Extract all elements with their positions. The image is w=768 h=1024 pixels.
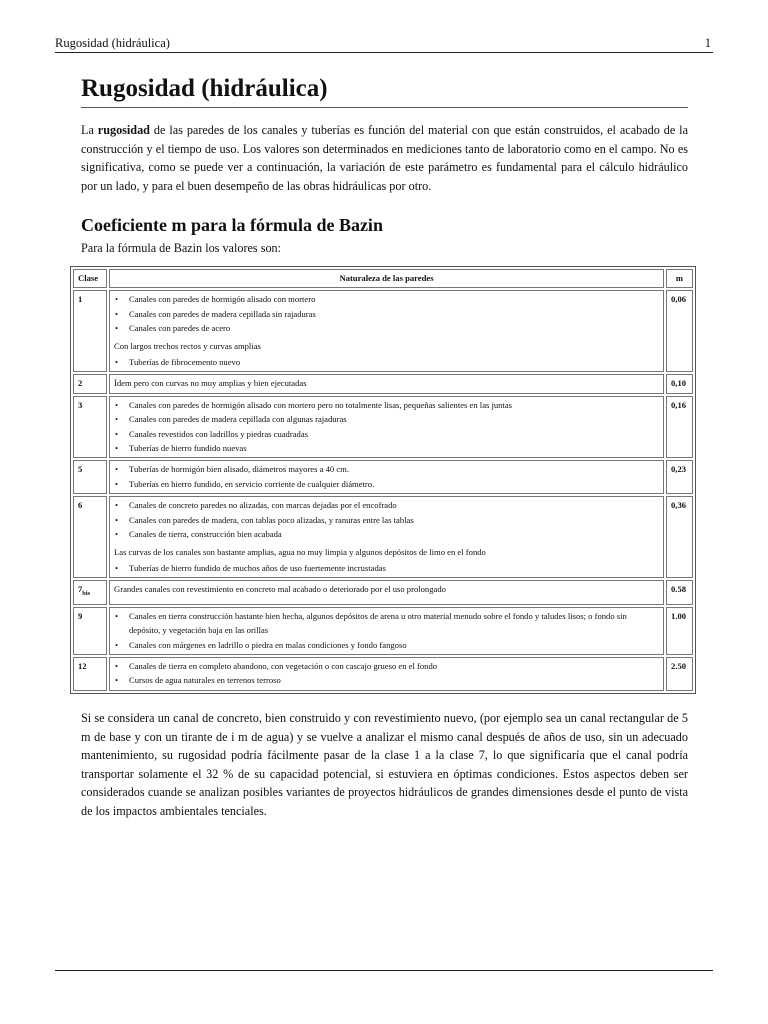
clase-number: 7 [78,584,83,595]
row-note: Las curvas de los canales son bastante amplias, agua no muy limpia y algunos depósitos de limo en el fondo [114,546,486,557]
list-item: • Canales revestidos con ladrillos y piedras cuadradas [114,427,659,441]
table-header-row [73,269,693,288]
list-item: • Tuberías en hierro fundido, en servicio corriente de cualquier diámetro. [114,477,659,491]
naturaleza-cell [109,496,664,578]
section-heading: Coeficiente m para la fórmula de Bazin [81,215,383,235]
table-row [73,374,693,393]
list-item: • Canales con paredes de madera cepillada con algunas rajaduras [114,412,659,426]
item-list [114,659,659,688]
item-list [114,609,659,652]
page-number: 1 [704,36,711,50]
m-value-cell: 0,16 [666,396,693,459]
intro-lead: La [81,123,98,137]
list-item: • Canales de tierra en completo abandono, con vegetación o con cascajo grueso en el fondo [114,659,659,673]
list-item: • Tuberías de hierro fundido nuevas [114,441,659,455]
page-header [55,36,713,53]
intro-paragraph [81,121,688,196]
clase-cell: 5 [73,460,107,494]
table-row [73,290,693,372]
list-item: • Tuberías de fibrocemento nuevo [114,355,659,369]
intro-bold-term: rugosidad [97,123,150,137]
item-list [114,498,659,541]
table-row [73,607,693,655]
table-row [73,580,693,604]
m-value-cell: 0,06 [666,290,693,372]
intro-rest: de las paredes de los canales y tuberías es función del material con que están construidos, el acabado de la construcción y el tiempo de uso. Los valores son determinados en mediciones tanto de laboratorio como en el campo. No es significativa, como se puede ver a continuación, la variación de este parámetro es fundamental para el cálculo hidráulico por un lado, y para el buen desempeño de las obras hidráulicas por otro. [81,123,688,194]
m-value-cell: 0,36 [666,496,693,578]
m-value-cell: 2.50 [666,657,693,691]
item-list [114,561,659,575]
naturaleza-cell [109,290,664,372]
list-item: • Canales en tierra construcción bastante bien hecha, algunos depósitos de arena u otro material menudo sobre el fondo y taludes lisos; o fondo sin depósito, y vegetación baja en las orillas [114,609,659,638]
row-note: Con largos trechos rectos y curvas amplias [114,340,261,351]
table-row [73,460,693,494]
item-list [114,355,659,369]
list-item: • Canales de tierra, construcción bien acabada [114,527,659,541]
naturaleza-cell: Grandes canales con revestimiento en concreto mal acabado o deteriorado por el uso prolongado [109,580,664,604]
item-list [114,398,659,456]
clase-cell: 3 [73,396,107,459]
clase-cell: 12 [73,657,107,691]
list-item: • Tuberías de hormigón bien alisado, diámetros mayores a 40 cm. [114,462,659,476]
section-lead: Para la fórmula de Bazin los valores son: [81,241,282,255]
naturaleza-cell [109,396,664,459]
item-list [114,292,659,335]
list-item: • Canales con paredes de madera, con tablas poco alizadas, y ranuras entre las tablas [114,513,659,527]
clase-cell: 1 [73,290,107,372]
clase-subscript: bis [82,590,91,598]
header-naturaleza: Naturaleza de las paredes [109,269,664,288]
m-value-cell: 0.58 [666,580,693,604]
closing-paragraph: Si se considera un canal de concreto, bien construido y con revestimiento nuevo, (por ejemplo sea un canal rectangular de 5 m de base y con un tirante de i m de agua) y se vuelve a analizar el mismo canal después de años de uso, sin un adecuado mantenimiento, su rugosidad podría fácilmente pasar de la clase 1 a la clase 7, lo que significaría que el canal podría transportar solamente el 32 % de su capacidad potencial, si estuviera en óptimas condiciones. Estos aspectos deben ser considerados cuande se analizan posibles variantes de proyectos hidráulicos de grandes dimensiones desde el punto de vista de los impactos ambientales tenciales. [81,711,688,818]
table-row [73,396,693,459]
clase-cell: 9 [73,607,107,655]
naturaleza-cell [109,657,664,691]
footer-rule [55,970,713,971]
naturaleza-cell [109,607,664,655]
naturaleza-cell: Ídem pero con curvas no muy amplias y bien ejecutadas [109,374,664,393]
list-item: • Canales con márgenes en ladrillo o piedra en malas condiciones y fondo fangoso [114,638,659,652]
header-clase: Clase [73,269,107,288]
list-item: • Canales con paredes de acero [114,321,659,335]
naturaleza-cell [109,460,664,494]
clase-cell: 6 [73,496,107,578]
m-value-cell: 1.00 [666,607,693,655]
list-item: • Tuberías de hierro fundido de muchos años de uso fuertemente incrustadas [114,561,659,575]
m-value-cell: 0,10 [666,374,693,393]
table-row [73,496,693,578]
bazin-table [70,266,696,694]
list-item: • Canales con paredes de hormigón alisado con mortero pero no totalmente lisas, pequeñas salientes en las juntas [114,398,659,412]
running-title: Rugosidad (hidráulica) [55,36,170,50]
item-list [114,462,659,491]
clase-cell [73,580,107,604]
list-item: • Cursos de agua naturales en terrenos terroso [114,673,659,687]
m-value-cell: 0,23 [666,460,693,494]
list-item: • Canales de concreto paredes no alizadas, con marcas dejadas por el encofrado [114,498,659,512]
table-row [73,657,693,691]
list-item: • Canales con paredes de hormigón alisado con mortero [114,292,659,306]
clase-cell: 2 [73,374,107,393]
article-title: Rugosidad (hidráulica) [81,74,688,108]
header-m: m [666,269,693,288]
list-item: • Canales con paredes de madera cepillada sin rajaduras [114,307,659,321]
